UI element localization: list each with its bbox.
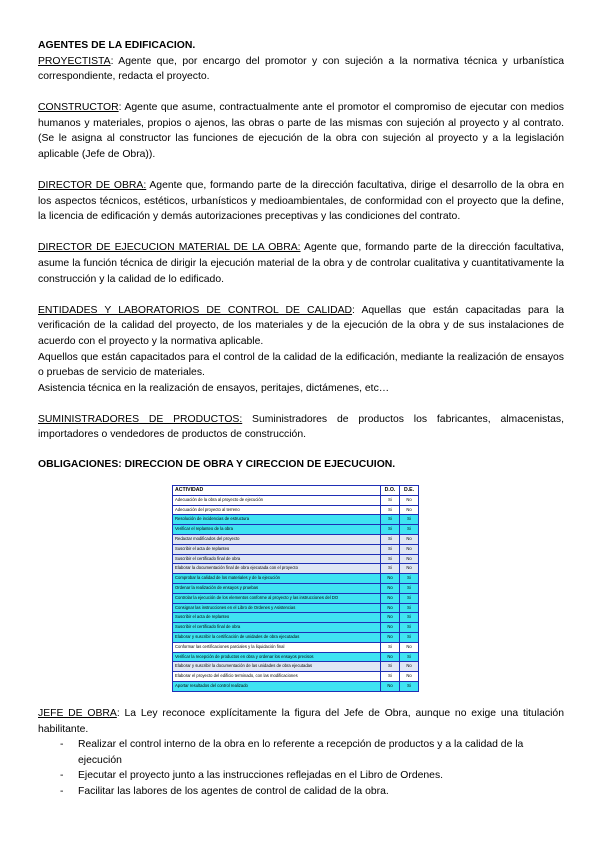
- table-header-row: [173, 486, 419, 496]
- cell-de: Si: [400, 593, 419, 603]
- cell-de: Si: [400, 525, 419, 535]
- table-row: [173, 632, 419, 642]
- cell-de: No: [400, 662, 419, 672]
- text-constructor: : Agente que asume, contractualmente ante el promotor el compromiso de ejecutar con medios humanos y materiales, propios o ajenos, las obras o parte de las mismas con sujeción al proyecto y al contrato. (Se le asigna al constructor las funciones de ejecución de la obra con sujeción al proyecto y a la legislación aplicable (Jefe de Obra)).: [38, 102, 564, 161]
- cell-actividad: Aportar resultados del control realizado: [173, 681, 381, 691]
- cell-actividad: Suscribir el acta de replanteo: [173, 544, 381, 554]
- cell-do: Si: [381, 642, 400, 652]
- cell-actividad: Conformar las certificaciones parciales y la liquidación final: [173, 642, 381, 652]
- table-row: [173, 544, 419, 554]
- cell-actividad: Adecuación de la obra al proyecto de ejecución: [173, 495, 381, 505]
- cell-do: No: [381, 623, 400, 633]
- paragraph-jefe: [38, 706, 564, 737]
- cell-do: No: [381, 583, 400, 593]
- cell-do: Si: [381, 534, 400, 544]
- table-row: [173, 515, 419, 525]
- cell-actividad: Controlar la ejecución de los elementos conforme al proyecto y las instrucciones del DO: [173, 593, 381, 603]
- table-row: [173, 564, 419, 574]
- table-row: [173, 672, 419, 682]
- col-do: D.O.: [381, 486, 400, 496]
- table-row: [173, 593, 419, 603]
- paragraph-constructor: [38, 100, 564, 162]
- term-suministradores: SUMINISTRADORES DE PRODUCTOS:: [38, 413, 243, 425]
- cell-actividad: Adecuación del proyecto al terreno: [173, 505, 381, 515]
- col-actividad: ACTIVIDAD: [173, 486, 381, 496]
- text-jefe: : La Ley reconoce explícitamente la figura del Jefe de Obra, aunque no exige una titulación habilitante.: [38, 708, 564, 735]
- page-heading: AGENTES DE LA EDIFICACION.: [38, 40, 196, 51]
- table-row: [173, 583, 419, 593]
- cell-actividad: Elaborar el proyecto del edificio terminado, con las modificaciones: [173, 672, 381, 682]
- cell-do: No: [381, 574, 400, 584]
- cell-actividad: Elaborar y suscribir la certificación de unidades de obra ejecutadas: [173, 632, 381, 642]
- table-row: [173, 525, 419, 535]
- cell-de: Si: [400, 603, 419, 613]
- cell-de: No: [400, 505, 419, 515]
- cell-do: Si: [381, 544, 400, 554]
- jefe-section: [38, 706, 564, 800]
- cell-do: Si: [381, 525, 400, 535]
- cell-do: No: [381, 593, 400, 603]
- list-item: - Facilitar las labores de los agentes de control de calidad de la obra.: [60, 784, 564, 800]
- term-proyectista: PROYECTISTA: [38, 55, 111, 67]
- text-director-obra: Agente que, formando parte de la dirección facultativa, dirige el desarrollo de la obra en los aspectos técnicos, estéticos, urbanísticos y medioambientales, de conformidad con el proyecto que la define, la licencia de edificación y demás autorizaciones preceptivas y las condiciones del contrato.: [38, 180, 564, 223]
- table-row: [173, 495, 419, 505]
- term-director-obra: DIRECTOR DE OBRA:: [38, 180, 147, 192]
- cell-actividad: Elaborar la documentación final de obra ejecutada con el proyecto: [173, 564, 381, 574]
- dash-bullet: -: [60, 785, 64, 797]
- cell-actividad: Elaborar y suscribir la documentación de las unidades de obra ejecutadas: [173, 662, 381, 672]
- document-body: [38, 30, 564, 473]
- paragraph-suministradores: [38, 412, 564, 443]
- cell-de: No: [400, 534, 419, 544]
- paragraph-entidades-3: Asistencia técnica en la realización de ensayos, peritajes, dictámenes, etc…: [38, 382, 390, 394]
- cell-do: Si: [381, 495, 400, 505]
- table-row: [173, 534, 419, 544]
- text-entidades: : Aquellas que están capacitadas para la verificación de la calidad del proyecto, de los materiales y de la ejecución de la obra y de sus instalaciones de acuerdo con el proyecto y la normativa aplicable.: [38, 304, 564, 347]
- cell-do: No: [381, 681, 400, 691]
- cell-do: Si: [381, 505, 400, 515]
- table-row: [173, 652, 419, 662]
- cell-de: Si: [400, 623, 419, 633]
- obligaciones-table: [172, 485, 419, 692]
- cell-do: No: [381, 652, 400, 662]
- cell-actividad: Ordenar la realización de ensayos y pruebas: [173, 583, 381, 593]
- text-proyectista: : Agente que, por encargo del promotor y con sujeción a la normativa técnica y urbanística correspondiente, redacta el proyecto.: [38, 55, 564, 83]
- cell-de: Si: [400, 681, 419, 691]
- cell-actividad: Resolución de incidencias de estructura: [173, 515, 381, 525]
- cell-actividad: Comprobar la calidad de los materiales y de la ejecución: [173, 574, 381, 584]
- cell-do: Si: [381, 662, 400, 672]
- table-row: [173, 574, 419, 584]
- table-body: [173, 495, 419, 691]
- cell-de: No: [400, 554, 419, 564]
- dash-bullet: -: [60, 770, 64, 782]
- table-row: [173, 642, 419, 652]
- cell-actividad: Suscribir el certificado final de obra: [173, 554, 381, 564]
- jefe-list: [38, 737, 564, 799]
- table-row: [173, 623, 419, 633]
- table-row: [173, 613, 419, 623]
- cell-do: Si: [381, 564, 400, 574]
- term-jefe: JEFE DE OBRA: [38, 708, 117, 719]
- cell-de: Si: [400, 613, 419, 623]
- paragraph-entidades-2: Aquellos que están capacitados para el control de la calidad de la edificación, mediante la realización de ensayos o pruebas de servicio de materiales.: [38, 351, 564, 379]
- list-item: - Realizar el control interno de la obra en lo referente a recepción de productos y a la calidad de la ejecución: [60, 739, 524, 766]
- text-suministradores: Suministradores de productos los fabricantes, almacenistas, importadores o vendedores de productos de construcción.: [38, 413, 564, 441]
- cell-de: No: [400, 544, 419, 554]
- cell-actividad: Redactar modificados del proyecto: [173, 534, 381, 544]
- term-director-ejecucion: DIRECTOR DE EJECUCION MATERIAL DE LA OBRA:: [38, 242, 301, 254]
- cell-de: Si: [400, 632, 419, 642]
- paragraph-proyectista: [38, 54, 564, 85]
- list-item: - Ejecutar el proyecto junto a las instrucciones reflejadas en el Libro de Ordenes.: [60, 768, 564, 784]
- cell-de: No: [400, 495, 419, 505]
- obligaciones-table-wrap: [172, 485, 419, 692]
- cell-do: Si: [381, 515, 400, 525]
- cell-do: Si: [381, 554, 400, 564]
- cell-actividad: Verificar la recepción de productos en obra y ordenar los ensayos precisos: [173, 652, 381, 662]
- cell-actividad: Suscribir el acta de replanteo: [173, 613, 381, 623]
- obligaciones-title: OBLIGACIONES: DIRECCION DE OBRA Y CIRECCION DE EJECUCUION.: [38, 458, 396, 470]
- cell-de: No: [400, 564, 419, 574]
- cell-de: Si: [400, 652, 419, 662]
- table-row: [173, 554, 419, 564]
- cell-actividad: Consignar las instrucciones en el Libro de Ordenes y Asistencias: [173, 603, 381, 613]
- cell-de: Si: [400, 574, 419, 584]
- table-row: [173, 603, 419, 613]
- dash-bullet: -: [60, 739, 64, 751]
- text-director-ejecucion: Agente que, formando parte de la dirección facultativa, asume la función técnica de dirigir la ejecución material de la obra y de controlar cualitativa y cuantitativamente la construcción y la calidad de lo edificado.: [38, 242, 564, 285]
- cell-do: No: [381, 632, 400, 642]
- cell-do: No: [381, 613, 400, 623]
- cell-de: No: [400, 672, 419, 682]
- term-entidades: ENTIDADES Y LABORATORIOS DE CONTROL DE CALIDAD: [38, 304, 353, 316]
- paragraph-director-obra: [38, 178, 564, 225]
- cell-actividad: Verificar el replanteo de la obra: [173, 525, 381, 535]
- cell-de: No: [400, 642, 419, 652]
- cell-actividad: Suscribir el certificado final de obra: [173, 623, 381, 633]
- cell-do: Si: [381, 672, 400, 682]
- table-row: [173, 681, 419, 691]
- col-de: D.E.: [400, 486, 419, 496]
- term-constructor: CONSTRUCTOR: [38, 102, 119, 114]
- cell-de: Si: [400, 583, 419, 593]
- table-row: [173, 662, 419, 672]
- paragraph-entidades: [38, 303, 564, 350]
- paragraph-director-ejecucion: [38, 240, 564, 287]
- table-row: [173, 505, 419, 515]
- cell-de: Si: [400, 515, 419, 525]
- cell-do: No: [381, 603, 400, 613]
